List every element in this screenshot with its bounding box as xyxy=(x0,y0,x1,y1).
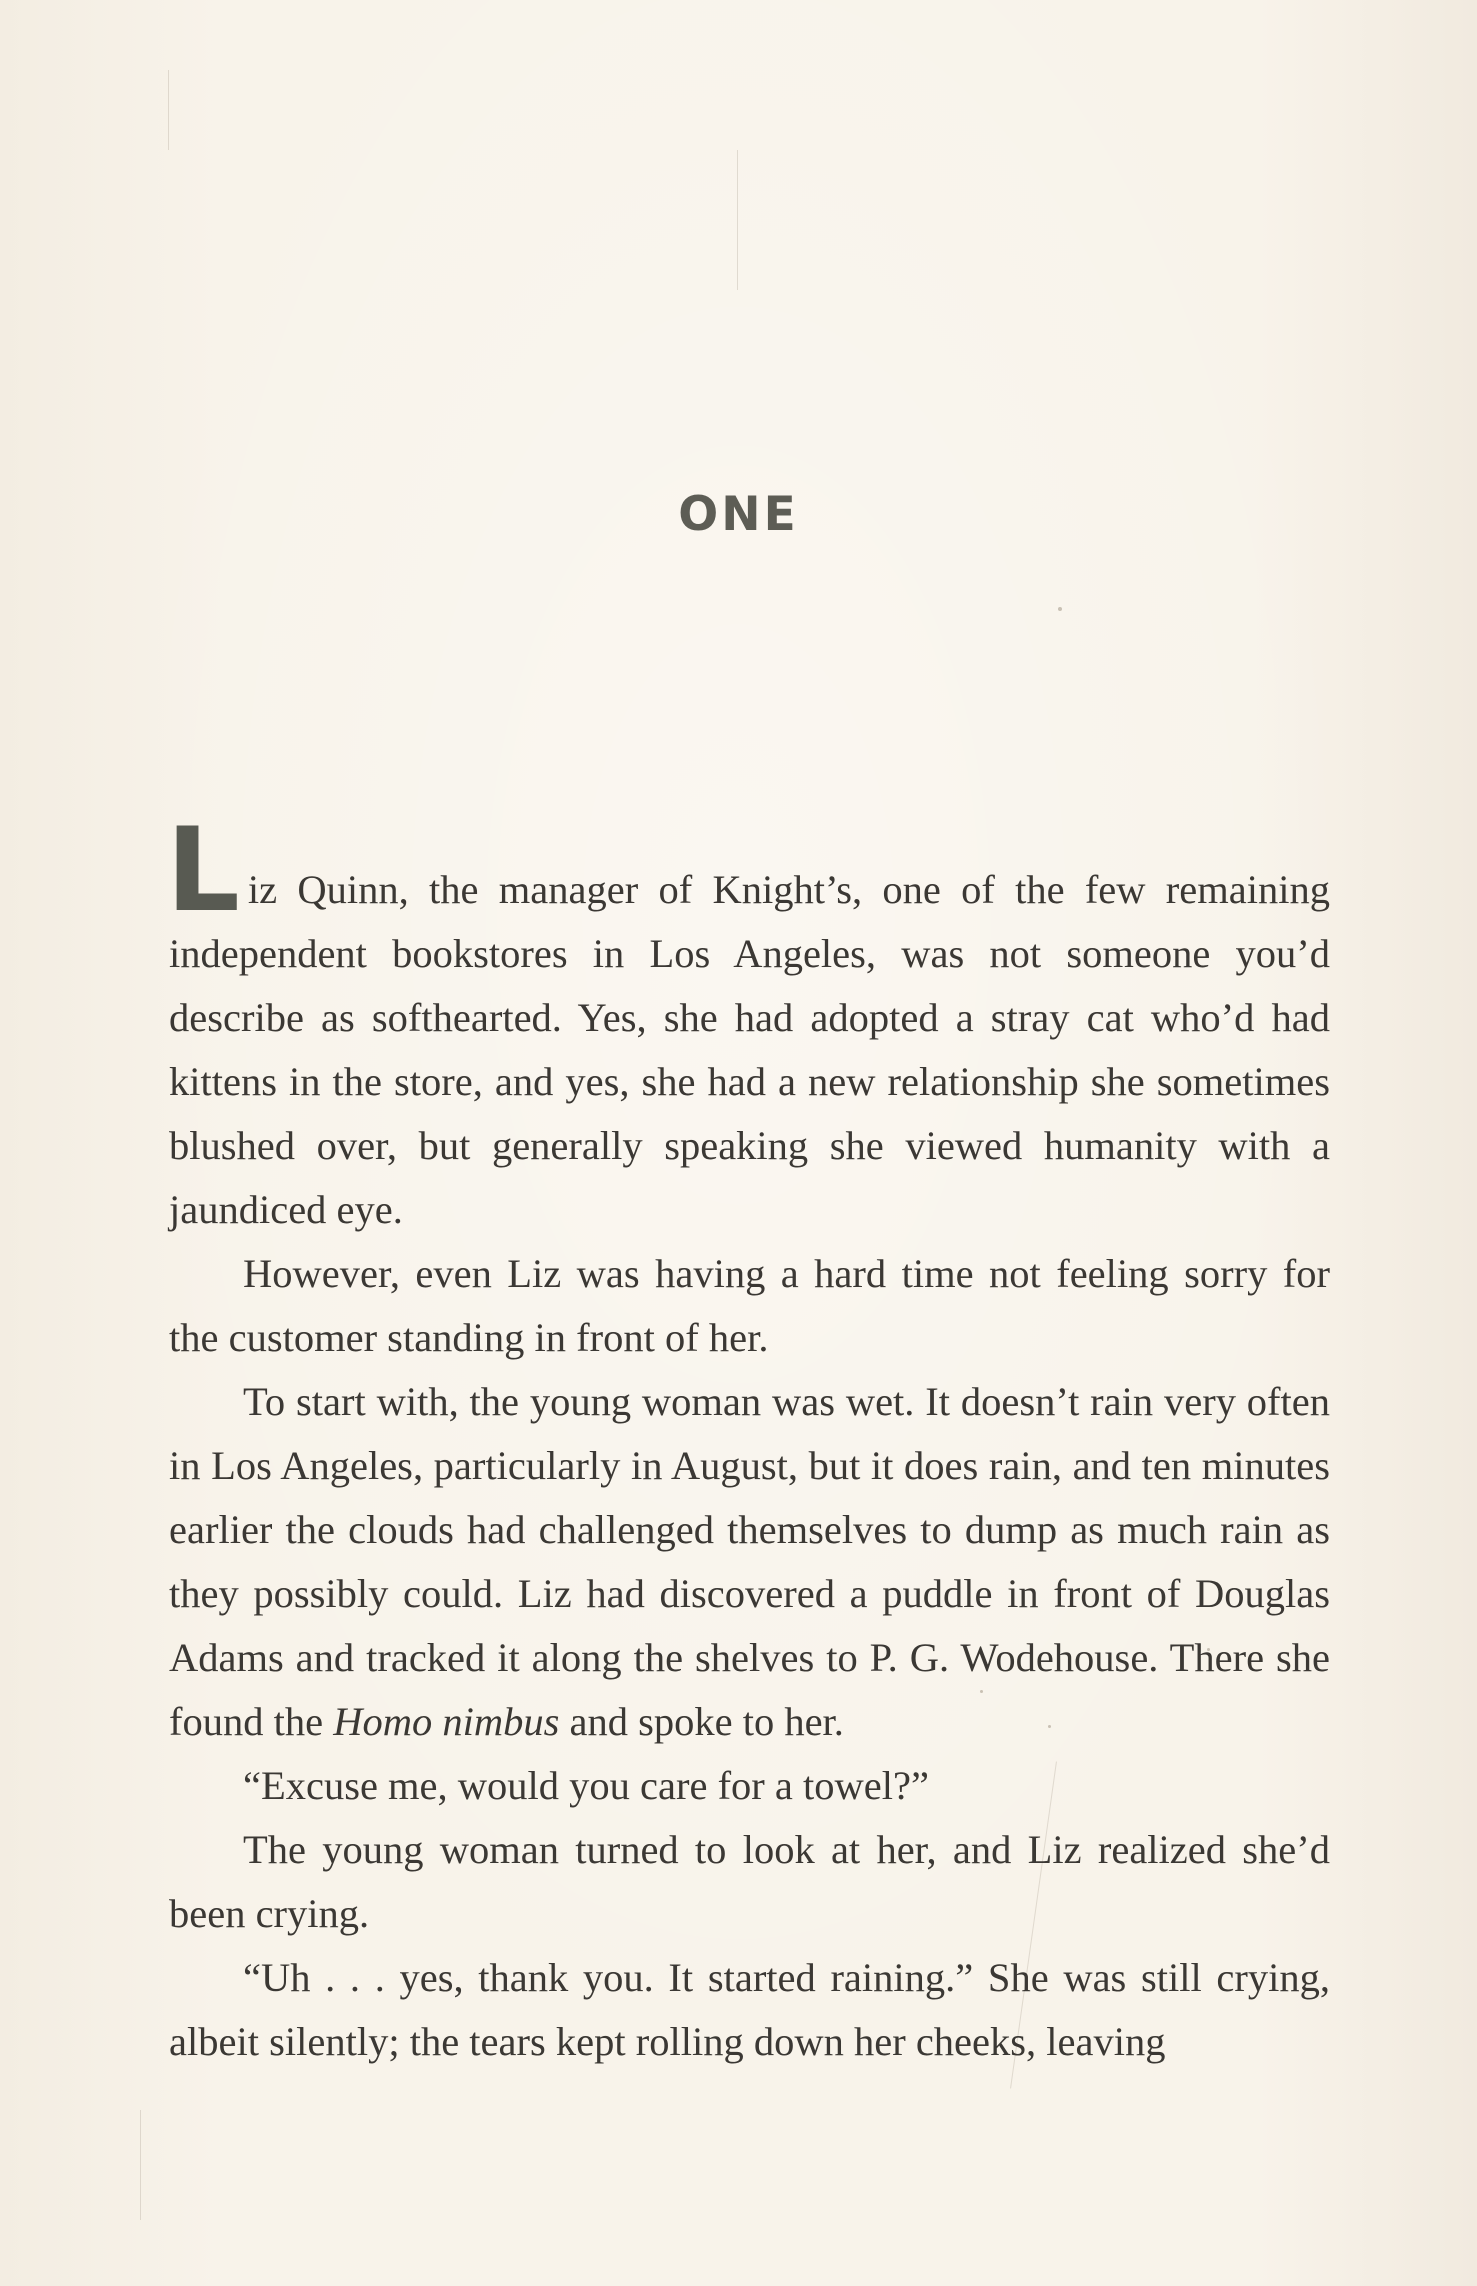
drop-cap: L xyxy=(166,803,240,938)
paragraph-1 xyxy=(166,803,1330,1242)
paragraph-3-text-before: To start with, the young woman was wet. It doesn’t rain very often in Los Angeles, particularly in August, but it does rain, and ten minutes earlier the clouds had challenged themselves to dump as much rain as they possibly could. Liz had discovered a puddle in front of Douglas Adams and tracked it along the shelves to P. G. Wodehouse. There she found the xyxy=(169,1379,1330,1744)
paragraph-4: “Excuse me, would you care for a towel?” xyxy=(243,1763,929,1808)
paper-crease xyxy=(140,2110,141,2220)
paper-speck xyxy=(1058,607,1062,611)
paragraph-1-text: iz Quinn, the manager of Knight’s, one of the few remaining independent bookstores in Los Angeles, was not someone you’d describe as softhearted. Yes, she had adopted a stray cat who’d had kittens in the store, and yes, she had a new relationship she sometimes blushed over, but generally speaking she viewed humanity with a jaundiced eye. xyxy=(169,867,1330,1232)
chapter-title: ONE xyxy=(678,487,799,542)
paragraph-2: However, even Liz was having a hard time not feeling sorry for the customer standing in front of her. xyxy=(169,1251,1330,1360)
paper-crease xyxy=(168,70,169,150)
paragraph-3-italic: Homo nimbus xyxy=(333,1699,560,1744)
paragraph-6: “Uh . . . yes, thank you. It started raining.” She was still crying, albeit silently; the tears kept rolling down her cheeks, leaving xyxy=(169,1955,1330,2064)
chapter-body xyxy=(166,803,1330,2074)
paragraph-5: The young woman turned to look at her, and Liz realized she’d been crying. xyxy=(169,1827,1330,1936)
paragraph-3 xyxy=(169,1370,1330,1754)
paper-crease xyxy=(737,150,738,290)
paragraph-3-text-after: and spoke to her. xyxy=(559,1699,844,1744)
